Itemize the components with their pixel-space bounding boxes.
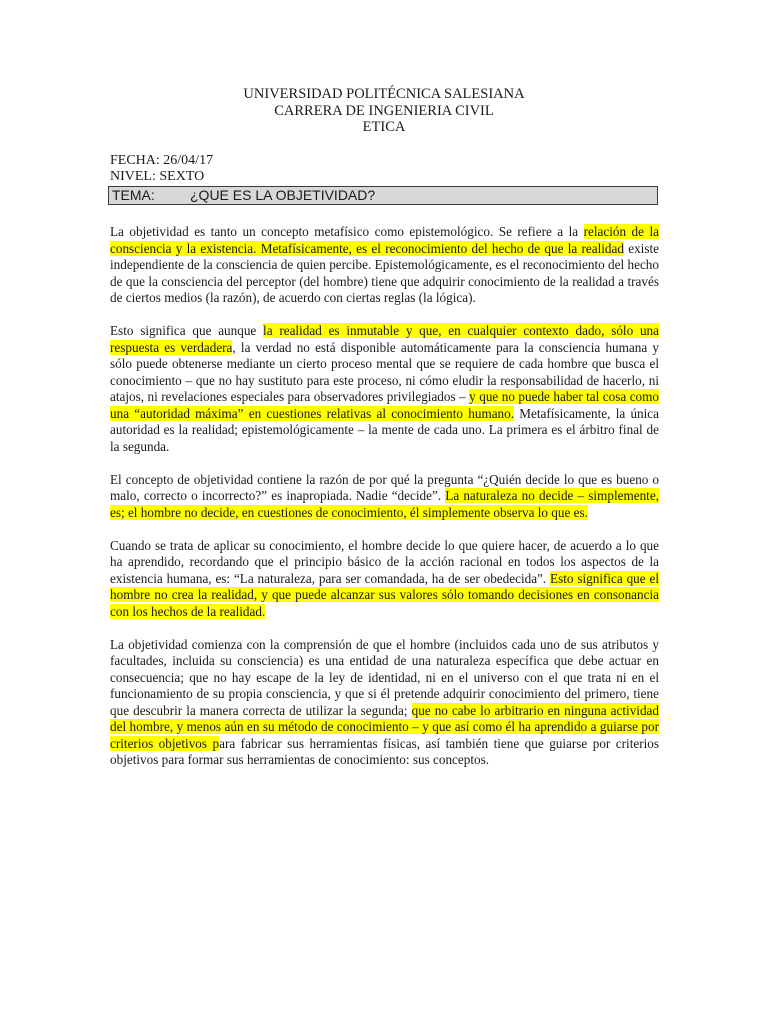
highlighted-text: que no cabe lo arbitrario en ninguna actividad del hombre, y menos aún en su método de conocimiento – y que así como él ha aprendido a guiarse por criterios objetivos p [110,702,659,751]
paragraph-1 [110,224,659,307]
paragraph-text: El concepto de objetividad contiene la razón de por qué la pregunta “¿Quién decide lo que es bueno o malo, correcto o incorrecto?” es inapropiada. Nadie “decide”. [110,471,659,503]
subject-name: ETICA [362,119,406,135]
highlighted-text: y que no puede haber tal cosa como una “autoridad máxima” en cuestiones relativas al conocimiento humano. [110,389,659,421]
paragraph-2 [110,323,659,455]
highlighted-text: La naturaleza no decide – simplemente, es; el hombre no decide, en cuestiones de conocimiento, él simplemente observa lo que es. [110,488,659,520]
university-name: UNIVERSIDAD POLITÉCNICA SALESIANA [243,86,525,102]
highlighted-text: la realidad es inmutable y que, en cualquier contexto dado, sólo una respuesta es verdadera [110,323,659,355]
paragraph-4 [110,538,659,621]
topic-label: TEMA: [112,187,155,203]
paragraph-text: La objetividad comienza con la comprensión de que el hombre (incluidos cada uno de sus atributos y facultades, incluida su consciencia) es una entidad de una naturaleza específica que debe actuar en consecuencia; que no hay escape de la ley de identidad, ni en el universo con el que trata ni en el funcionamiento de su propia consciencia, y que si él pretende adquirir conocimiento del primero, tiene que descubrir la manera correcta de utilizar la segunda; [110,636,659,718]
document-header [0,86,768,136]
document-body [110,224,659,785]
paragraph-text: existe independiente de la consciencia de quien percibe. Epistemológicamente, es el reconocimiento del hecho de que la consciencia del perceptor (del hombre) tiene que adquirir conocimiento de la realidad a través de ciertos medios (la razón), de acuerdo con ciertas reglas (la lógica). [110,240,659,305]
highlighted-text: Esto significa que el hombre no crea la realidad, y que puede alcanzar sus valores sólo tomando decisiones en consonancia con los hechos de la realidad. [110,570,659,619]
paragraph-text: Cuando se trata de aplicar su conocimiento, el hombre decide lo que quiere hacer, de acuerdo a lo que ha aprendido, recordando que el principio básico de la acción racional en todos los aspectos de la existencia humana, es: “La naturaleza, para ser comandada, ha de ser obedecida”. [110,537,659,586]
topic-title: ¿QUE ES LA OBJETIVIDAD? [190,187,376,203]
date-line: FECHA: 26/04/17 [110,153,214,168]
document-meta [110,153,213,185]
paragraph-3 [110,472,659,522]
paragraph-text: Esto significa que aunque [110,323,264,338]
topic-box [108,186,658,205]
career-name: CARRERA DE INGENIERIA CIVIL [274,102,494,119]
paragraph-text: ara fabricar sus herramientas físicas, así también tiene que guiarse por criterios objetivos para formar sus herramientas de conocimiento: sus conceptos. [110,735,660,767]
paragraph-text: La objetividad es tanto un concepto metafísico como epistemológico. Se refiere a la [110,224,584,239]
highlighted-text: relación de la consciencia y la existencia. Metafísicamente, es el reconocimiento del hecho de que la realidad [110,224,659,256]
level-line: NIVEL: SEXTO [110,169,205,184]
paragraph-text: Metafísicamente, la única autoridad es la realidad; epistemológicamente – la mente de cada uno. La primera es el árbitro final de la segunda. [110,405,660,454]
paragraph-text: , la verdad no está disponible automáticamente para la consciencia humana y sólo puede obtenerse mediante un cierto proceso mental que se requiere de cada hombre que busca el conocimiento – que no hay sustituto para este proceso, ni cómo eludir la responsabilidad de hacerlo, ni atajos, ni revelaciones especiales para observadores privilegiados – [110,339,659,404]
paragraph-5 [110,637,659,769]
